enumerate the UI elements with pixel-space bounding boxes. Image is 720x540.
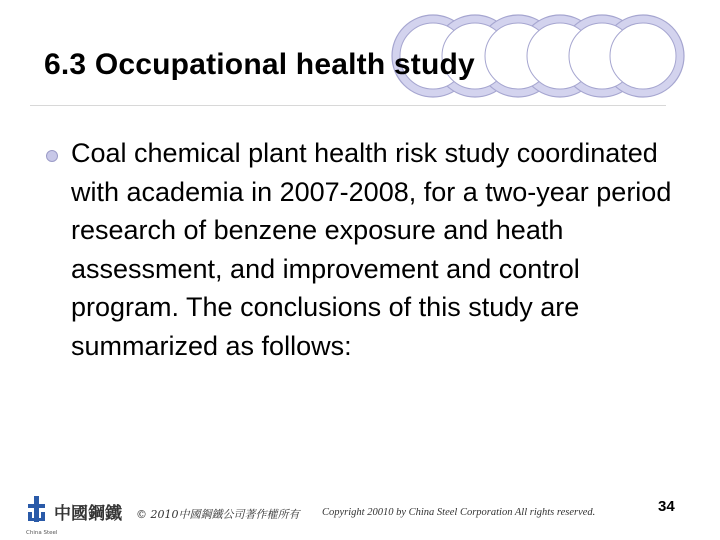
bullet-text: Coal chemical plant health risk study coordinated with academia in 2007-2008, for a two-year period research of benzene exposure and heath assessment, and improvement and control program. The conclusions of this study are summarized as follows: (71, 138, 672, 361)
page-number: 34 (658, 498, 675, 515)
title-divider (30, 105, 666, 106)
circle-bullet-icon (46, 150, 58, 162)
decor-circle (610, 23, 676, 89)
footer-copyright-cn: © 2010中國鋼鐵公司著作權所有 (136, 508, 300, 521)
footer-copyright-en: Copyright 20010 by China Steel Corporation All rights reserved. (322, 507, 596, 518)
china-steel-logo-icon (22, 492, 132, 536)
logo-cn-text: 中國鋼鐵 (54, 504, 122, 524)
logo-subtext: China Steel (26, 530, 58, 536)
slide-title: 6.3 Occupational health study (44, 48, 475, 81)
